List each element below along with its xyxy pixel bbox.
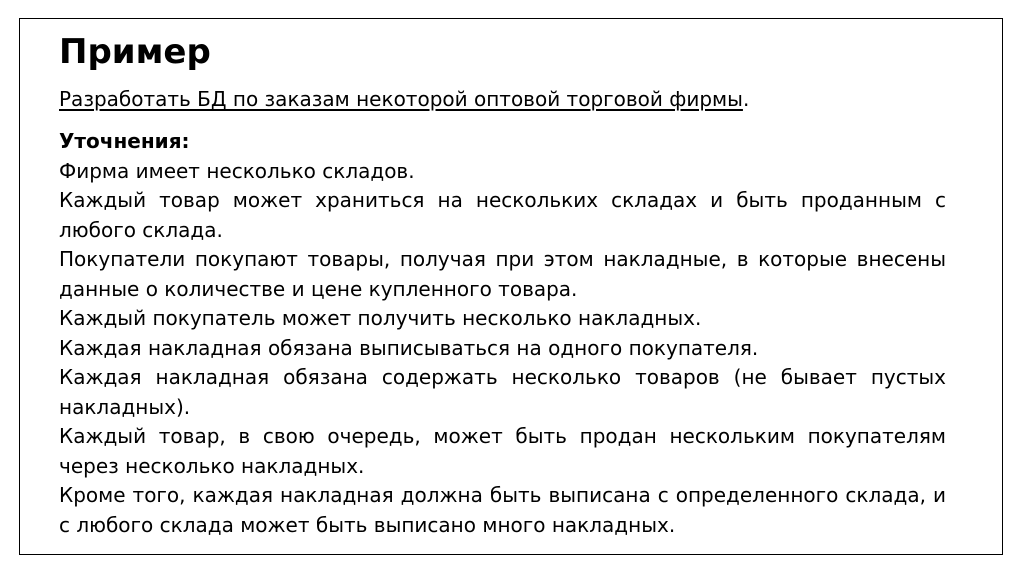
clarification-item: Кроме того, каждая накладная должна быть выписана с определенного склада, и с любого склада может быть выписано много накладных. (59, 483, 946, 537)
clarification-item: Каждый покупатель может получить несколько накладных. (59, 306, 702, 330)
clarification-item: Каждый товар может храниться на нескольких складах и быть проданным с любого склада. (59, 188, 946, 242)
clarifications-block (59, 127, 946, 540)
clarifications-heading: Уточнения: (59, 129, 190, 153)
task-suffix: . (742, 87, 750, 111)
clarification-item: Каждая накладная обязана содержать несколько товаров (не бывает пустых накладных). (59, 365, 946, 419)
clarification-item: Фирма имеет несколько складов. (59, 158, 415, 183)
slide-title: Пример (59, 32, 211, 72)
clarification-item: Покупатели покупают товары, получая при этом накладные, в которые внесены данные о количестве и цене купленного товара. (59, 247, 946, 301)
clarification-item: Каждый товар, в свою очередь, может быть продан нескольким покупателям через несколько накладных. (59, 424, 946, 478)
clarification-item: Каждая накладная обязана выписываться на одного покупателя. (59, 335, 759, 360)
task-statement (59, 84, 749, 114)
task-text: Разработать БД по заказам некоторой оптовой торговой фирмы (59, 87, 743, 111)
